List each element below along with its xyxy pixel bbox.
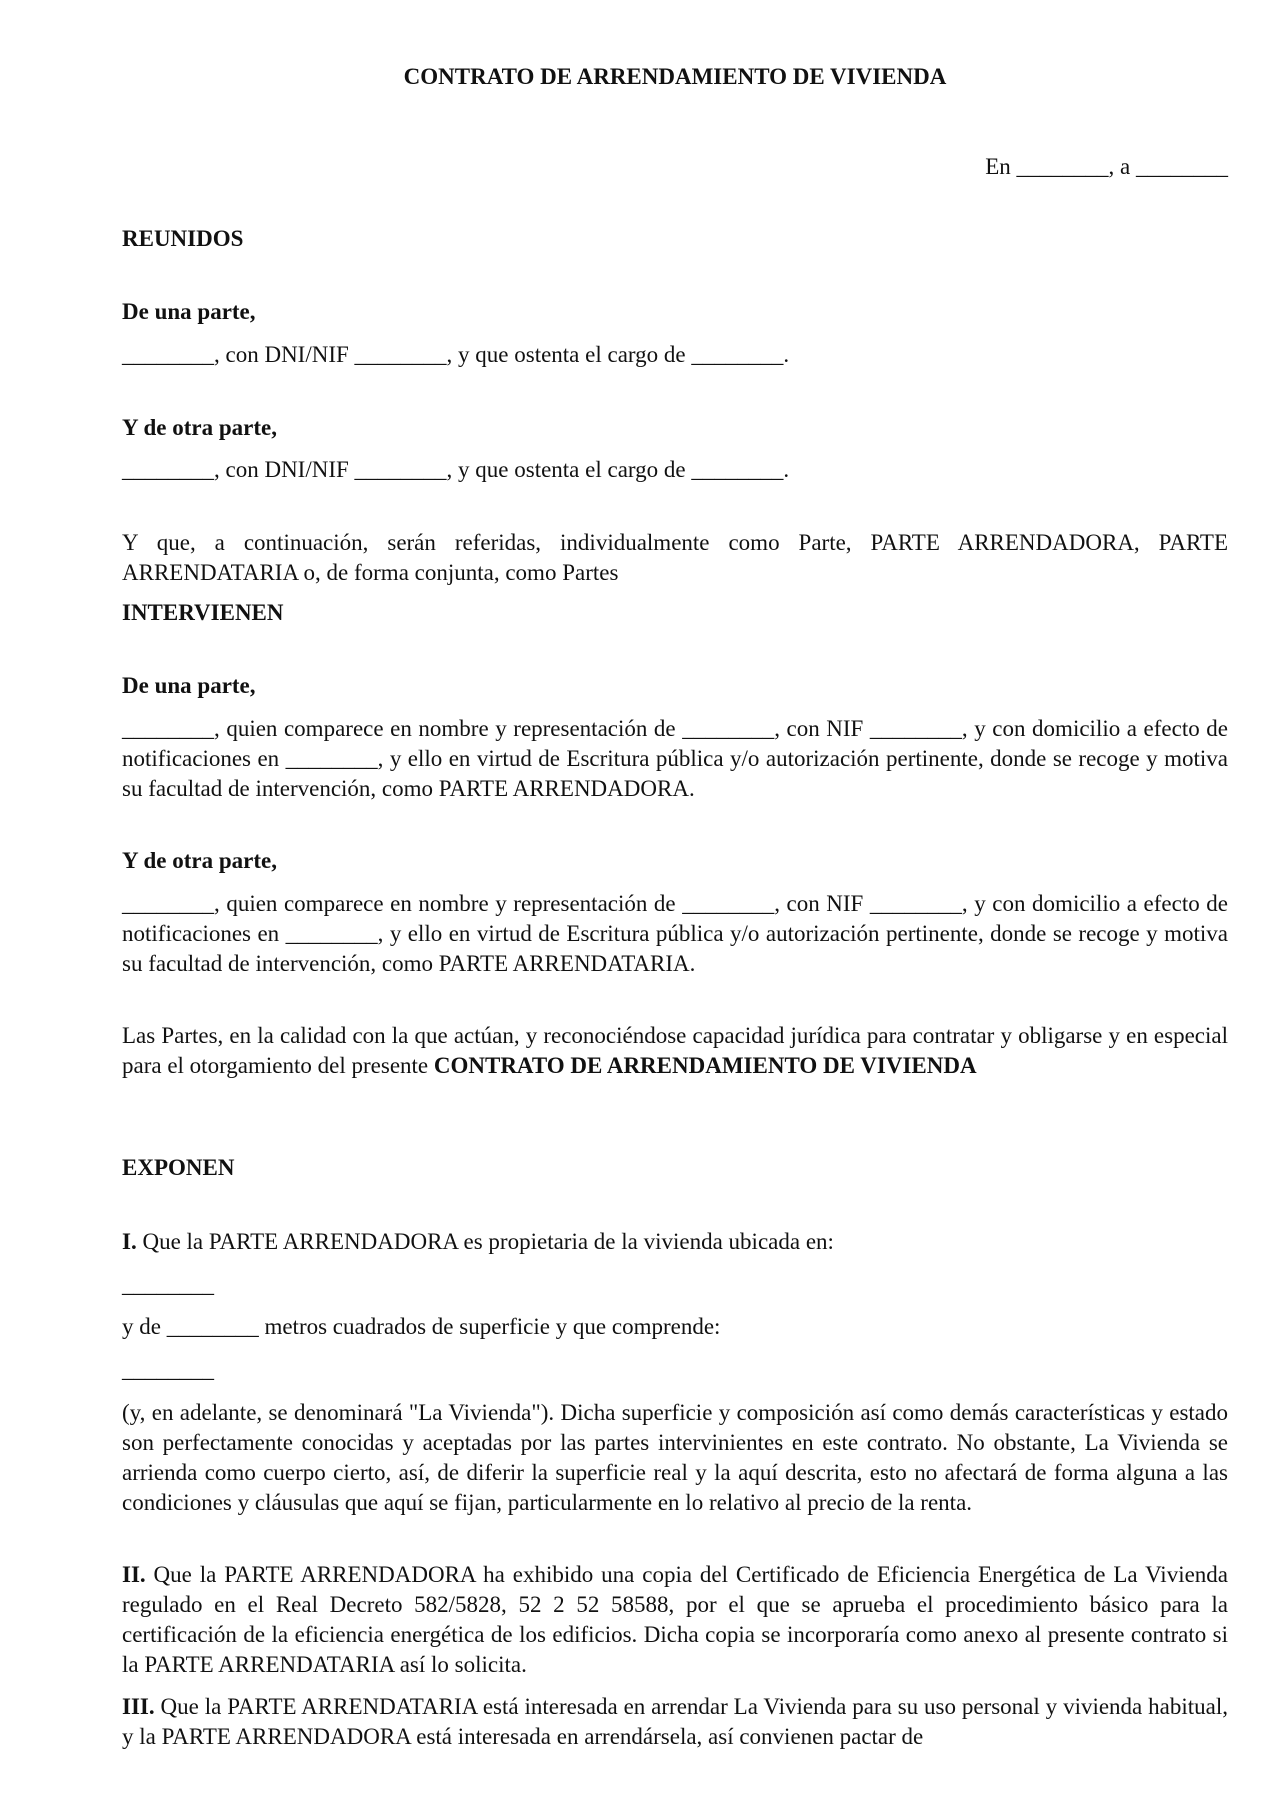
reunidos-heading: REUNIDOS [122,226,244,251]
exponen-i-text: Que la PARTE ARRENDADORA es propietaria de la vivienda ubicada en: [142,1229,834,1254]
exponen-iii-text: Que la PARTE ARRENDATARIA está interesada en arrendar La Vivienda para su uso personal y vivienda habitual, y la PARTE ARRENDADORA está interesada en arrendársela, así convienen pactar de [122,1694,1228,1749]
reunidos-party1-text: ________, con DNI/NIF ________, y que ostenta el cargo de ________. [122,342,790,367]
intervienen-party2-paragraph: ________, quien comparece en nombre y representación de ________, con NIF ________, y con domicilio a efecto de notificaciones en ________, y ello en virtud de Escritura pública y/o autorización pertinente, donde se recoge y motiva su facultad de intervención, como PARTE ARRENDATARIA. [122,891,1228,976]
intervienen-capacity-paragraph [122,1021,1228,1081]
reunidos-party1-label: De una parte, [122,299,256,324]
exponen-iii-number: III. [122,1694,155,1719]
reunidos-party2-label: Y de otra parte, [122,415,277,440]
capacity-text: Las Partes, en la calidad con la que actúan, y reconociéndose capacidad jurídica para contratar y obligarse y en especial para el otorgamiento del presente [122,1023,1228,1078]
intervienen-party2-label: Y de otra parte, [122,848,277,873]
intervienen-heading: INTERVIENEN [122,600,284,625]
document-title: CONTRATO DE ARRENDAMIENTO DE VIVIENDA [403,64,947,89]
date-place-line: En ________, a ________ [985,154,1228,179]
reunidos-party2-text: ________, con DNI/NIF ________, y que ostenta el cargo de ________. [122,457,790,482]
exponen-heading: EXPONEN [122,1155,235,1180]
reunidos-referral-paragraph: Y que, a continuación, serán referidas, individualmente como Parte, PARTE ARRENDADORA, PARTE ARRENDATARIA o, de forma conjunta, como Partes [122,530,1228,585]
composition-blank: ________ [122,1357,214,1382]
exponen-i-number: I. [122,1229,137,1254]
meters-line: y de ________ metros cuadrados de superficie y que comprende: [122,1314,721,1339]
exponen-ii-text: Que la PARTE ARRENDADORA ha exhibido una copia del Certificado de Eficiencia Energética de La Vivienda regulado en el Real Decreto 582/5828, 52 2 52 58588, por el que se aprueba el procedimiento básico para la certificación de la eficiencia energética de los edificios. Dicha copia se incorporaría como anexo al presente contrato si la PARTE ARRENDATARIA así lo solicita. [122,1562,1229,1677]
address-blank: ________ [122,1272,214,1297]
exponen-iii-paragraph [122,1692,1228,1752]
exponen-i-paragraph [122,1227,1228,1257]
exponen-ii-paragraph [122,1560,1228,1680]
capacity-contract-name: CONTRATO DE ARRENDAMIENTO DE VIVIENDA [433,1053,977,1078]
vivienda-paragraph: (y, en adelante, se denominará "La Vivienda"). Dicha superficie y composición así como demás características y estado son perfectamente conocidas y aceptadas por las partes intervinientes en este contrato. No obstante, La Vivienda se arrienda como cuerpo cierto, así, de diferir la superficie real y la aquí descrita, esto no afectará de forma alguna a las condiciones y cláusulas que aquí se fijan, particularmente en lo relativo al precio de la renta. [122,1400,1228,1515]
intervienen-party1-paragraph: ________, quien comparece en nombre y representación de ________, con NIF ________, y con domicilio a efecto de notificaciones en ________, y ello en virtud de Escritura pública y/o autorización pertinente, donde se recoge y motiva su facultad de intervención, como PARTE ARRENDADORA. [122,716,1228,801]
exponen-ii-number: II. [122,1562,146,1587]
intervienen-party1-label: De una parte, [122,673,256,698]
